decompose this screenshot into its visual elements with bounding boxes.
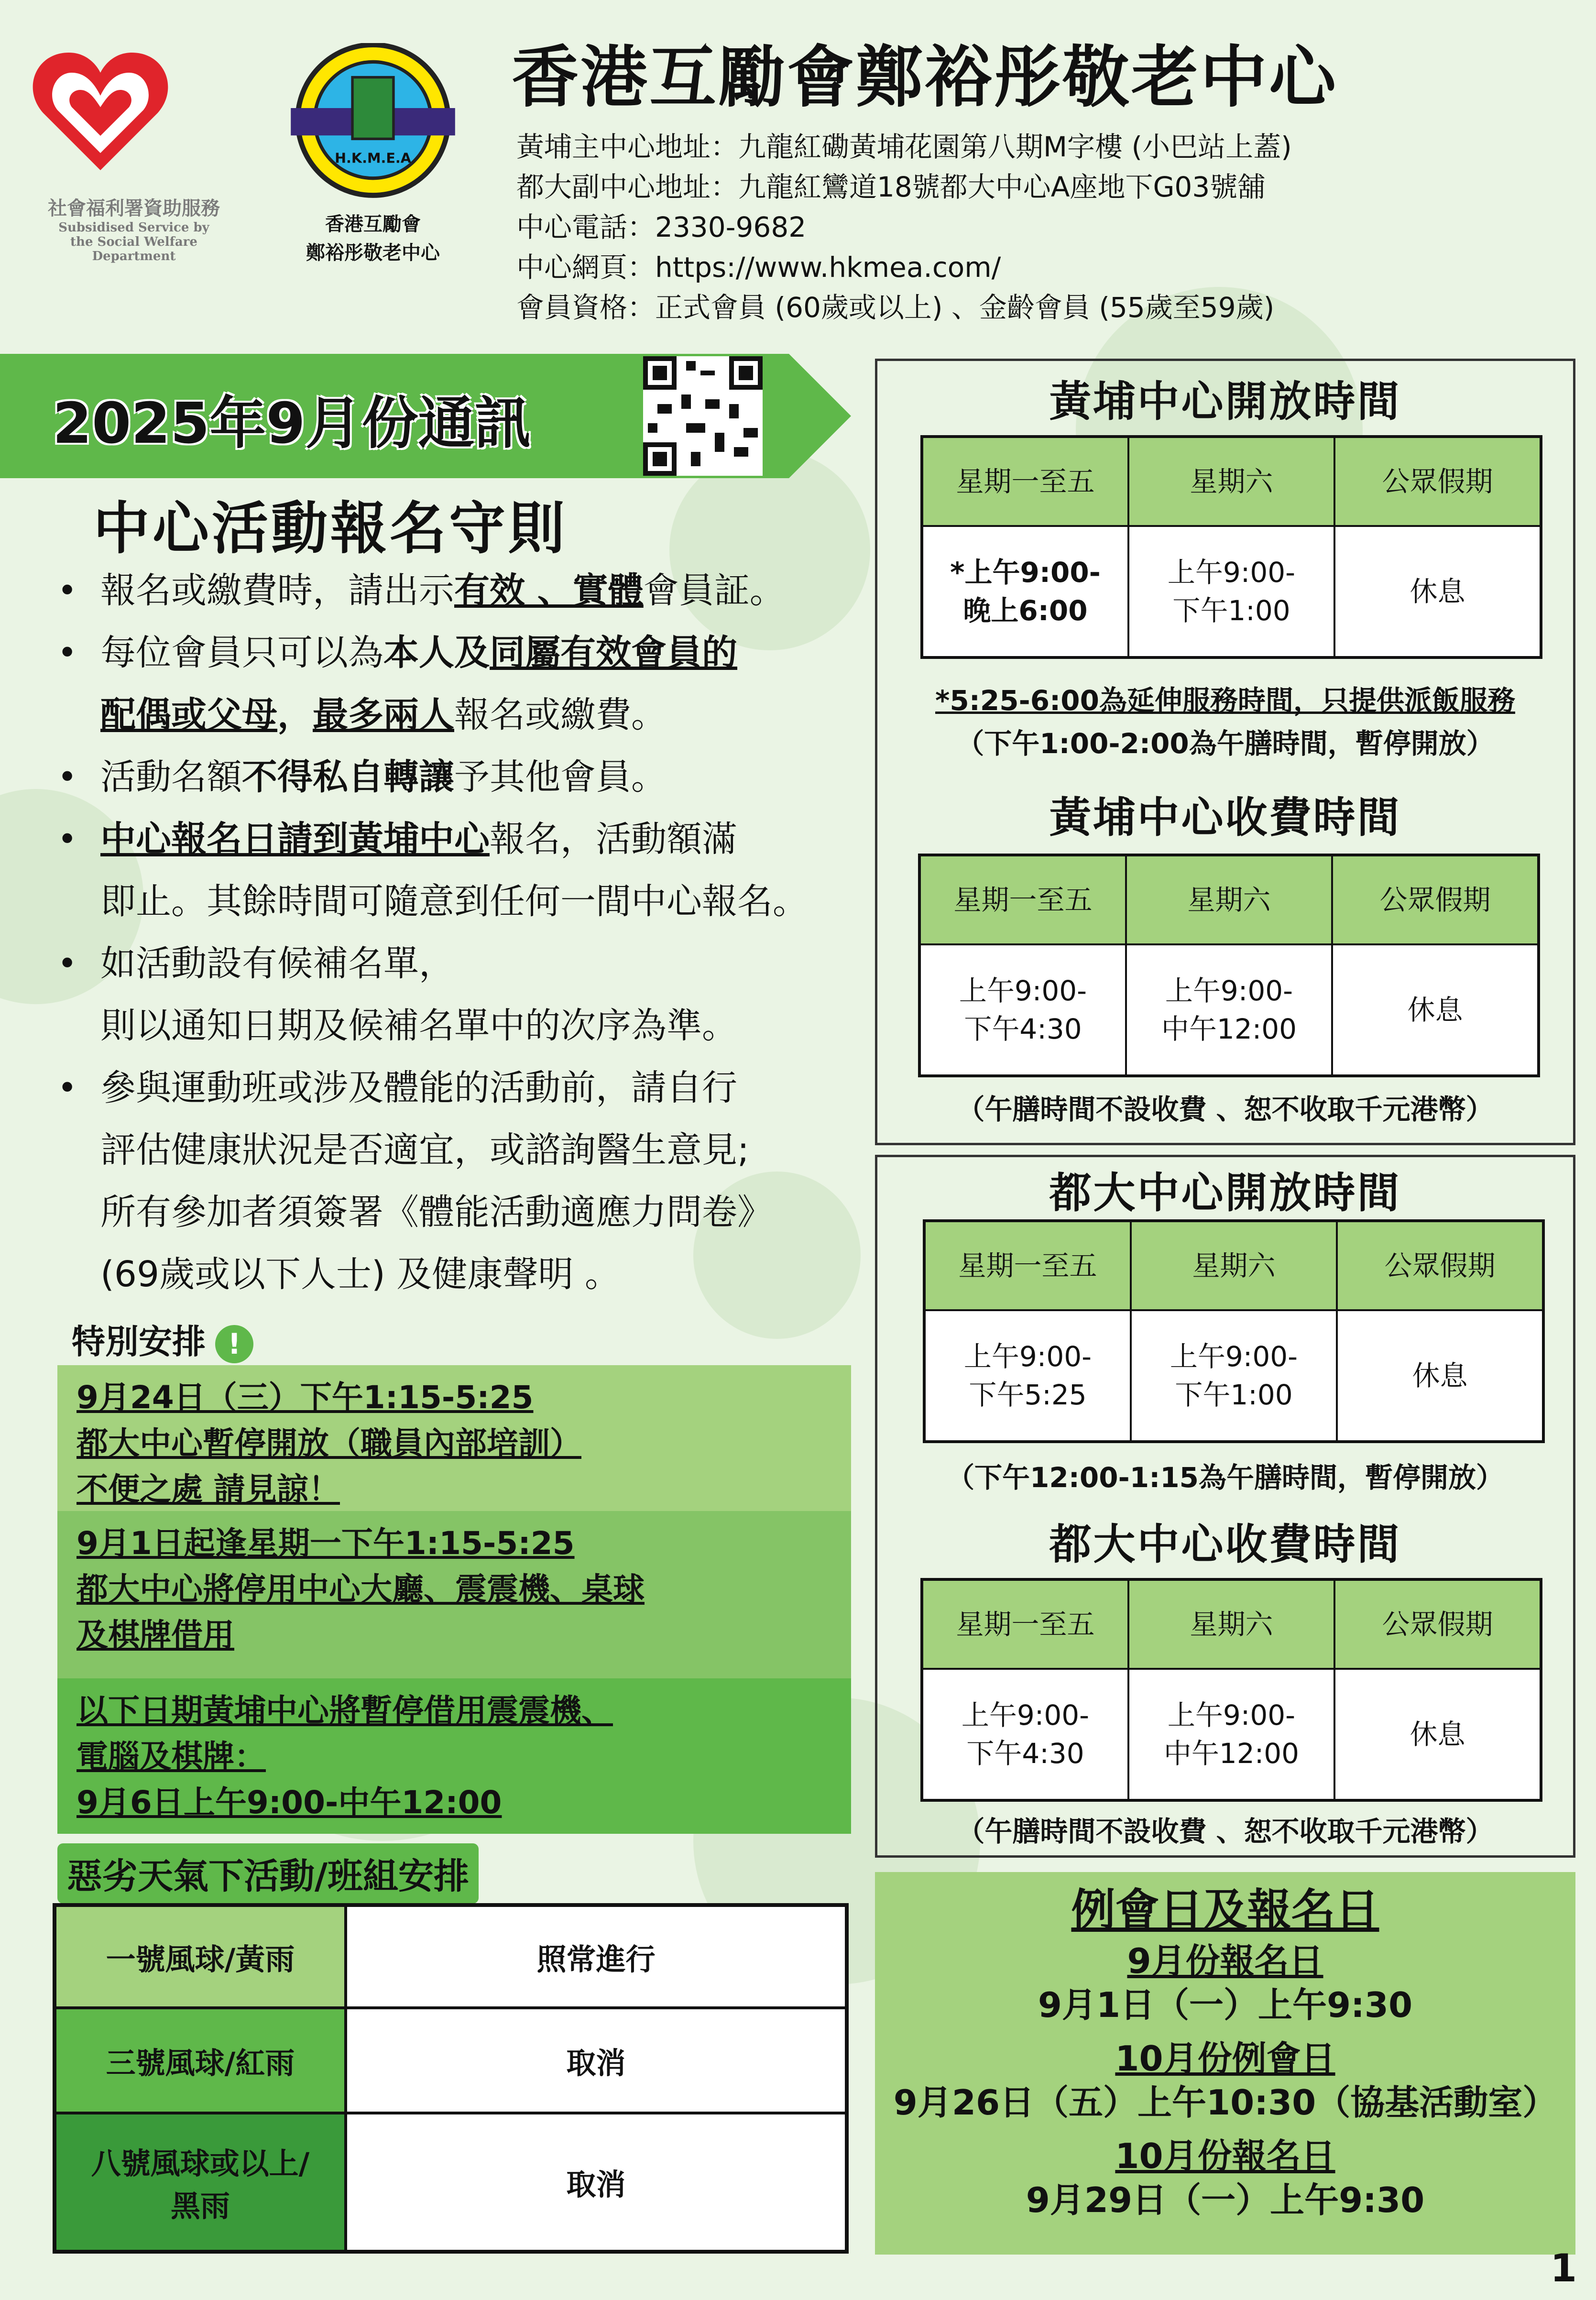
list-item: • 活動名額不得私自轉讓予其他會員。 bbox=[57, 746, 870, 808]
table-row: 星期一至五 星期六 公眾假期 bbox=[919, 855, 1539, 944]
hours-table bbox=[923, 1219, 1545, 1443]
meeting-dates-box bbox=[875, 1872, 1575, 2255]
weather-action: 取消 bbox=[346, 2113, 847, 2252]
swd-text-cn: 社會福利署資助服務 bbox=[48, 197, 220, 219]
table-row bbox=[55, 2113, 847, 2252]
list-item: • 每位會員只可以為本人及同屬有效會員的 配偶或父母，最多兩人報名或繳費。 bbox=[57, 622, 870, 746]
list-item: • 如活動設有候補名單， 則以通知日期及候補名單中的次序為準。 bbox=[57, 932, 870, 1057]
notice-box: 以下日期黃埔中心將暫停借用震震機、 電腦及棋牌： 9月6日上午9:00-中午12:00 bbox=[57, 1678, 851, 1834]
meeting-date: 9月29日（一）上午9:30 bbox=[1026, 2180, 1425, 2220]
hkmea-name: 鄭裕彤敬老中心 bbox=[306, 242, 440, 264]
page-title: 香港互勵會鄭裕彤敬老中心 bbox=[512, 39, 1338, 117]
weather-signal: 一號風球/黃雨 bbox=[55, 1905, 346, 2008]
meeting-date: 9月1日（一）上午9:30 bbox=[1038, 1985, 1413, 2025]
rules-title: 中心活動報名守則 bbox=[93, 495, 568, 561]
weather-action: 照常進行 bbox=[346, 1905, 847, 2008]
section-title: 都大中心收費時間 bbox=[1049, 1520, 1401, 1569]
center-info bbox=[516, 127, 1292, 328]
table-row: *上午9:00- 晚上6:00 上午9:00- 下午1:00 休息 bbox=[922, 526, 1541, 657]
list-item: • 參與運動班或涉及體能的活動前，請自行 評估健康狀況是否適宜，或諮詢醫生意見; 所有參加者須簽署《體能活動適應力問卷》 (69歲或以下人士) 及健康聲明 。 bbox=[57, 1057, 870, 1305]
note: （午膳時間不設收費 、恕不收取千元港幣） bbox=[957, 1815, 1494, 1848]
hours-table bbox=[920, 435, 1542, 659]
list-item: • 報名或繳費時，請出示有效 、實體會員証。 bbox=[57, 559, 870, 622]
table-row: 星期一至五 星期六 公眾假期 bbox=[922, 1579, 1541, 1669]
meeting-label: 9月份報名日 bbox=[1127, 1941, 1323, 1981]
meeting-date: 9月26日（五）上午10:30（協基活動室） bbox=[893, 2082, 1557, 2123]
hkmea-letters: H.K.M.E.A bbox=[335, 150, 411, 166]
qr-code-icon[interactable] bbox=[643, 356, 763, 476]
weather-table bbox=[53, 1903, 849, 2254]
info-line: 黃埔主中心地址：九龍紅磡黃埔花園第八期M字樓 (小巴站上蓋) bbox=[516, 131, 1292, 163]
notice-box: 9月24日（三）下午1:15-5:25 都大中心暫停開放（職員內部培訓） 不便之處 請見諒！ bbox=[57, 1365, 851, 1511]
meeting-label: 10月份例會日 bbox=[1115, 2038, 1335, 2079]
hours-table bbox=[918, 854, 1540, 1077]
info-line[interactable]: 中心網頁：https://www.hkmea.com/ bbox=[516, 251, 1001, 284]
hours-table bbox=[920, 1578, 1542, 1802]
newsletter-title: 2025年9月份通訊 bbox=[53, 390, 531, 456]
weather-action: 取消 bbox=[346, 2008, 847, 2113]
heart-icon bbox=[29, 38, 172, 182]
exclamation-icon: ! bbox=[215, 1325, 253, 1363]
table-row: 星期一至五 星期六 公眾假期 bbox=[922, 437, 1541, 526]
section-title: 都大中心開放時間 bbox=[1049, 1168, 1401, 1217]
meeting-title: 例會日及報名日 bbox=[1071, 1884, 1379, 1936]
section-title: 黃埔中心收費時間 bbox=[1049, 793, 1401, 842]
note: *5:25-6:00為延伸服務時間，只提供派飯服務 bbox=[935, 684, 1515, 717]
meeting-label: 10月份報名日 bbox=[1115, 2136, 1335, 2176]
section-title: 黃埔中心開放時間 bbox=[1049, 377, 1401, 426]
info-line: 都大副中心地址：九龍紅鸞道18號都大中心A座地下G03號舖 bbox=[516, 171, 1266, 203]
table-row bbox=[55, 2008, 847, 2113]
rules-list bbox=[57, 559, 870, 1305]
hkmea-name: 香港互勵會 bbox=[325, 213, 421, 235]
table-row: 上午9:00- 下午5:25 上午9:00- 下午1:00 休息 bbox=[924, 1310, 1543, 1442]
hkmea-logo bbox=[268, 43, 478, 265]
special-arrangement-title: 特別安排 ! bbox=[72, 1315, 253, 1363]
weather-signal: 三號風球/紅雨 bbox=[55, 2008, 346, 2113]
table-row bbox=[55, 1905, 847, 2008]
note: （午膳時間不設收費 、恕不收取千元港幣） bbox=[957, 1093, 1494, 1126]
table-row: 星期一至五 星期六 公眾假期 bbox=[924, 1221, 1543, 1310]
hkmea-emblem-icon bbox=[287, 43, 459, 206]
info-line: 會員資格：正式會員 (60歲或以上) 、金齡會員 (55歲至59歲) bbox=[516, 291, 1275, 324]
notice-box: 9月1日起逢星期一下午1:15-5:25 都大中心將停用中心大廳、震震機、桌球 及棋牌借用 bbox=[57, 1511, 851, 1678]
weather-title: 惡劣天氣下活動/班組安排 bbox=[57, 1843, 479, 1904]
swd-text-en: Subsidised Service by bbox=[58, 220, 209, 235]
table-row: 上午9:00- 下午4:30 上午9:00- 中午12:00 休息 bbox=[919, 944, 1539, 1076]
table-row: 上午9:00- 下午4:30 上午9:00- 中午12:00 休息 bbox=[922, 1669, 1541, 1800]
swd-text-en: the Social Welfare Department bbox=[70, 235, 197, 263]
note: （下午1:00-2:00為午膳時間，暫停開放） bbox=[956, 727, 1494, 760]
page-number: 1 bbox=[1550, 2246, 1577, 2290]
weather-signal: 八號風球或以上/ 黑雨 bbox=[55, 2113, 346, 2252]
info-line: 中心電話：2330-9682 bbox=[516, 211, 807, 243]
list-item: • 中心報名日請到黃埔中心報名，活動額滿 即止。其餘時間可隨意到任何一間中心報名。 bbox=[57, 808, 870, 932]
swd-logo bbox=[29, 38, 239, 263]
note: （下午12:00-1:15為午膳時間，暫停開放） bbox=[947, 1461, 1504, 1494]
